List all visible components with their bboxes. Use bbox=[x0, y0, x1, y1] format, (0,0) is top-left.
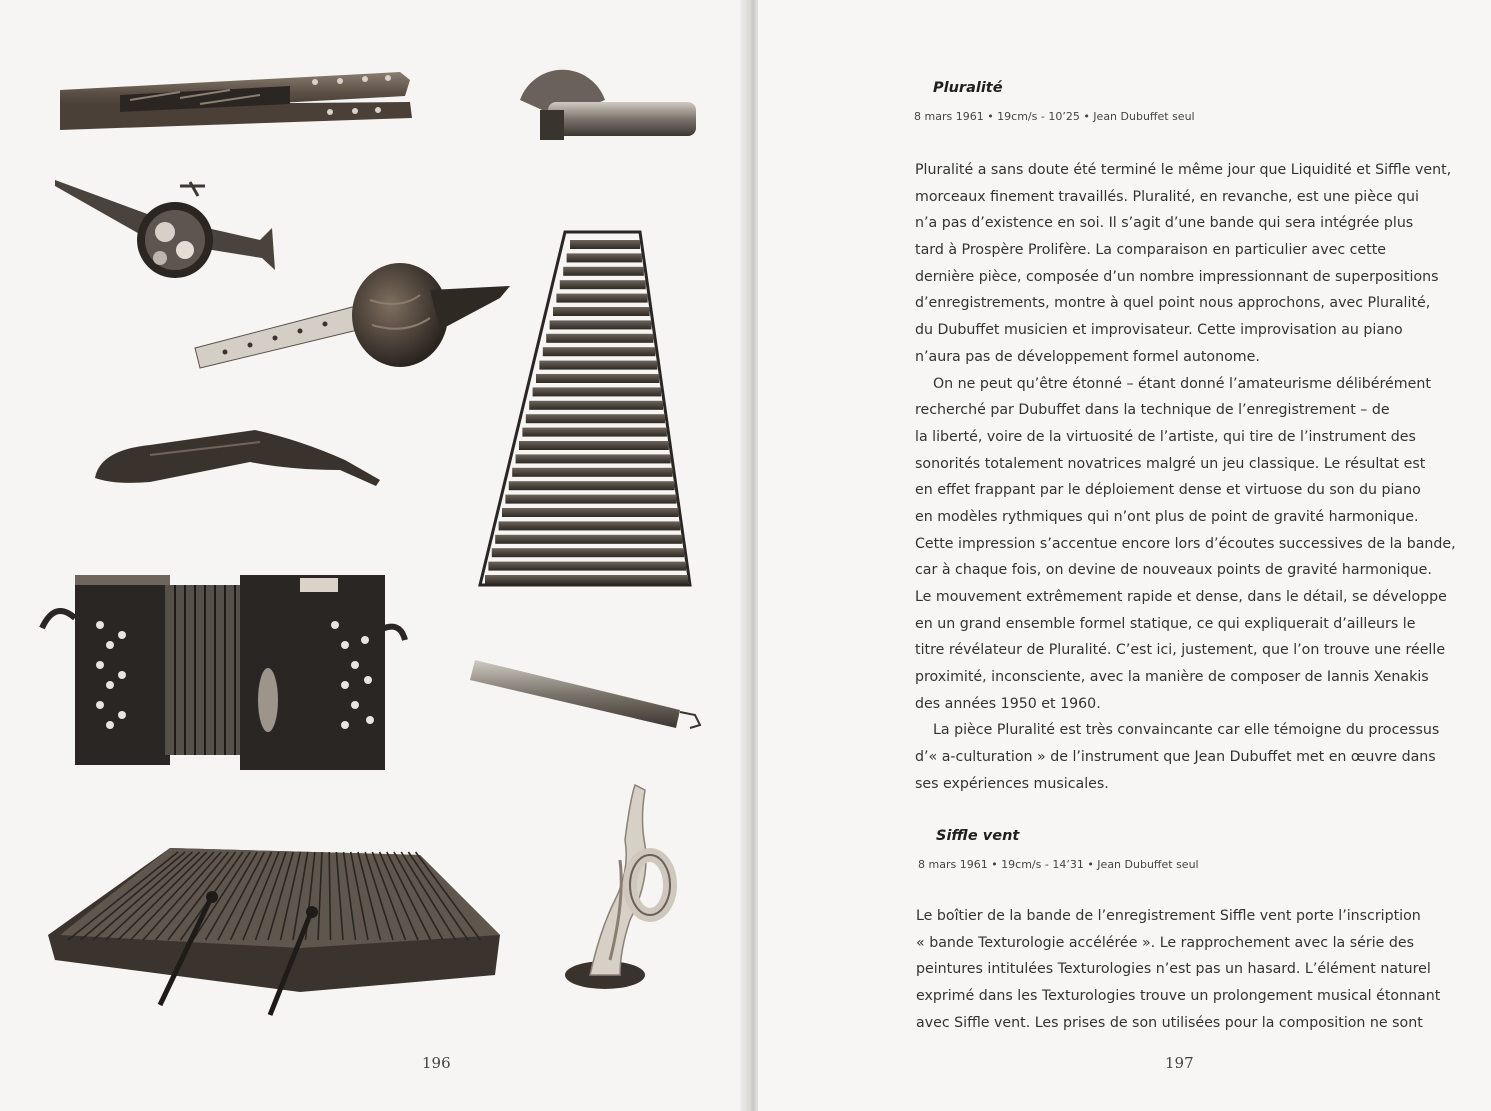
body-text-siffle-vent bbox=[916, 903, 1440, 1036]
xylophone-bar bbox=[516, 454, 671, 463]
xylophone-bar bbox=[560, 280, 646, 289]
text-line: peintures intitulées Texturologies n’est pas un hasard. L’élément naturel bbox=[916, 961, 1431, 978]
text-line: « bande Texturologie accélérée ». Le rapprochement avec la série des bbox=[916, 934, 1415, 951]
section-meta-pluralite: 8 mars 1961 • 19cm/s - 10’25 • Jean Dubuffet seul bbox=[914, 110, 1195, 123]
text-line: Le mouvement extrêmement rapide et dense, dans le détail, se développe bbox=[915, 589, 1447, 605]
whistle bbox=[520, 70, 696, 140]
xylophone-bar bbox=[553, 307, 650, 316]
slide-whistle bbox=[470, 660, 700, 728]
xylophone-bar bbox=[570, 240, 640, 249]
section-title-pluralite: Pluralité bbox=[933, 80, 1003, 96]
text-line: exprimé dans les Texturologies trouve un prolongement musical étonnant bbox=[916, 988, 1441, 1005]
text-line: titre révélateur de Pluralité. C’est ici, justement, que l’on trouve une réelle bbox=[915, 642, 1446, 659]
xylophone-bar bbox=[499, 521, 681, 530]
xylophone-bar bbox=[536, 374, 659, 383]
xylophone-bar bbox=[533, 387, 662, 396]
xylophone-bar bbox=[522, 428, 666, 437]
text-line: du Dubuffet musicien et improvisateur. Cette improvisation au piano bbox=[915, 322, 1403, 339]
cymbalum bbox=[48, 848, 500, 1015]
accordion bbox=[42, 575, 405, 770]
gourd-flute bbox=[195, 263, 510, 368]
child-trumpet bbox=[55, 180, 275, 278]
xylophone-bar bbox=[495, 535, 682, 544]
text-line: des années 1950 et 1960. bbox=[915, 695, 1101, 712]
right-page bbox=[758, 0, 1491, 1111]
text-line: sonorités totalement novatrices malgré un jeu classique. Le résultat est bbox=[915, 455, 1426, 472]
text-line: ses expériences musicales. bbox=[915, 775, 1109, 792]
xylophone-bar bbox=[509, 481, 675, 490]
clay-trumpet bbox=[565, 785, 670, 989]
xylophone-bar bbox=[502, 508, 678, 517]
text-line: Le boîtier de la bande de l’enregistrement Siffle vent porte l’inscription bbox=[916, 908, 1421, 924]
text-line: car à chaque fois, on devine de nouveaux points de gravité harmonique. bbox=[915, 562, 1432, 579]
body-text-pluralite bbox=[915, 157, 1456, 798]
text-line: On ne peut qu’être étonné – étant donné l’amateurisme délibérément bbox=[933, 375, 1431, 392]
xylophone-bar bbox=[485, 575, 688, 584]
page-number-left: 196 bbox=[422, 1054, 451, 1072]
text-line: d’enregistrements, montre à quel point nous approchons, avec Pluralité, bbox=[915, 295, 1431, 312]
text-line: en un grand ensemble formel statique, ce qui expliquerait d’ailleurs le bbox=[915, 615, 1416, 632]
xylophone-bar bbox=[529, 401, 663, 410]
xylophone-bar bbox=[519, 441, 669, 450]
xylophone-bar bbox=[488, 562, 686, 571]
text-line: La pièce Pluralité est très convaincante car elle témoigne du processus bbox=[933, 722, 1440, 739]
xylophone-bar bbox=[543, 347, 656, 356]
text-line: en modèles rythmiques qui n’ont plus de point de gravité harmonique. bbox=[915, 508, 1419, 525]
xylophone-bar bbox=[539, 361, 657, 370]
text-line: morceaux finement travaillés. Pluralité, en revanche, est une pièce qui bbox=[915, 188, 1419, 205]
xylophone-bar bbox=[550, 320, 652, 329]
xylophone-bar bbox=[505, 495, 676, 504]
text-line: d’« a-culturation » de l’instrument que Jean Dubuffet met en œuvre dans bbox=[915, 749, 1436, 766]
xylophone-bar bbox=[492, 548, 684, 557]
text-line: Pluralité a sans doute été terminé le même jour que Liquidité et Siffle vent, bbox=[915, 162, 1452, 178]
text-line: n’aura pas de développement formel autonome. bbox=[915, 348, 1260, 365]
text-line: tard à Prospère Prolifère. La comparaison en particulier avec cette bbox=[915, 242, 1387, 259]
xylophone bbox=[480, 232, 690, 585]
xylophone-bar bbox=[563, 267, 644, 276]
text-line: dernière pièce, composée d’un nombre impressionnant de superpositions bbox=[915, 268, 1439, 285]
text-line: Cette impression s’accentue encore lors d’écoutes successives de la bande, bbox=[915, 535, 1456, 552]
text-line: proximité, inconsciente, avec la manière de composer de Iannis Xenakis bbox=[915, 669, 1429, 686]
xylophone-bar bbox=[556, 294, 647, 303]
text-line: en effet frappant par le déploiement dense et virtuose du son du piano bbox=[915, 482, 1421, 499]
double-flute bbox=[60, 72, 412, 130]
xylophone-bar bbox=[567, 253, 642, 262]
xylophone-bar bbox=[526, 414, 665, 423]
page-number-right: 197 bbox=[1165, 1054, 1194, 1072]
xylophone-bar bbox=[546, 334, 653, 343]
text-line: recherché par Dubuffet dans la technique de l’enregistrement – de bbox=[915, 402, 1390, 419]
text-line: avec Siffle vent. Les prises de son utilisées pour la composition ne sont bbox=[916, 1014, 1423, 1031]
clay-horn-small bbox=[95, 430, 380, 486]
xylophone-bar bbox=[512, 468, 672, 477]
text-line: n’a pas d’existence en soi. Il s’agit d’une bande qui sera intégrée plus bbox=[915, 215, 1414, 232]
text-line: la liberté, voire de la virtuosité de l’artiste, qui tire de l’instrument des bbox=[915, 428, 1416, 445]
section-title-siffle-vent: Siffle vent bbox=[936, 828, 1020, 844]
section-meta-siffle-vent: 8 mars 1961 • 19cm/s - 14’31 • Jean Dubuffet seul bbox=[918, 858, 1199, 871]
